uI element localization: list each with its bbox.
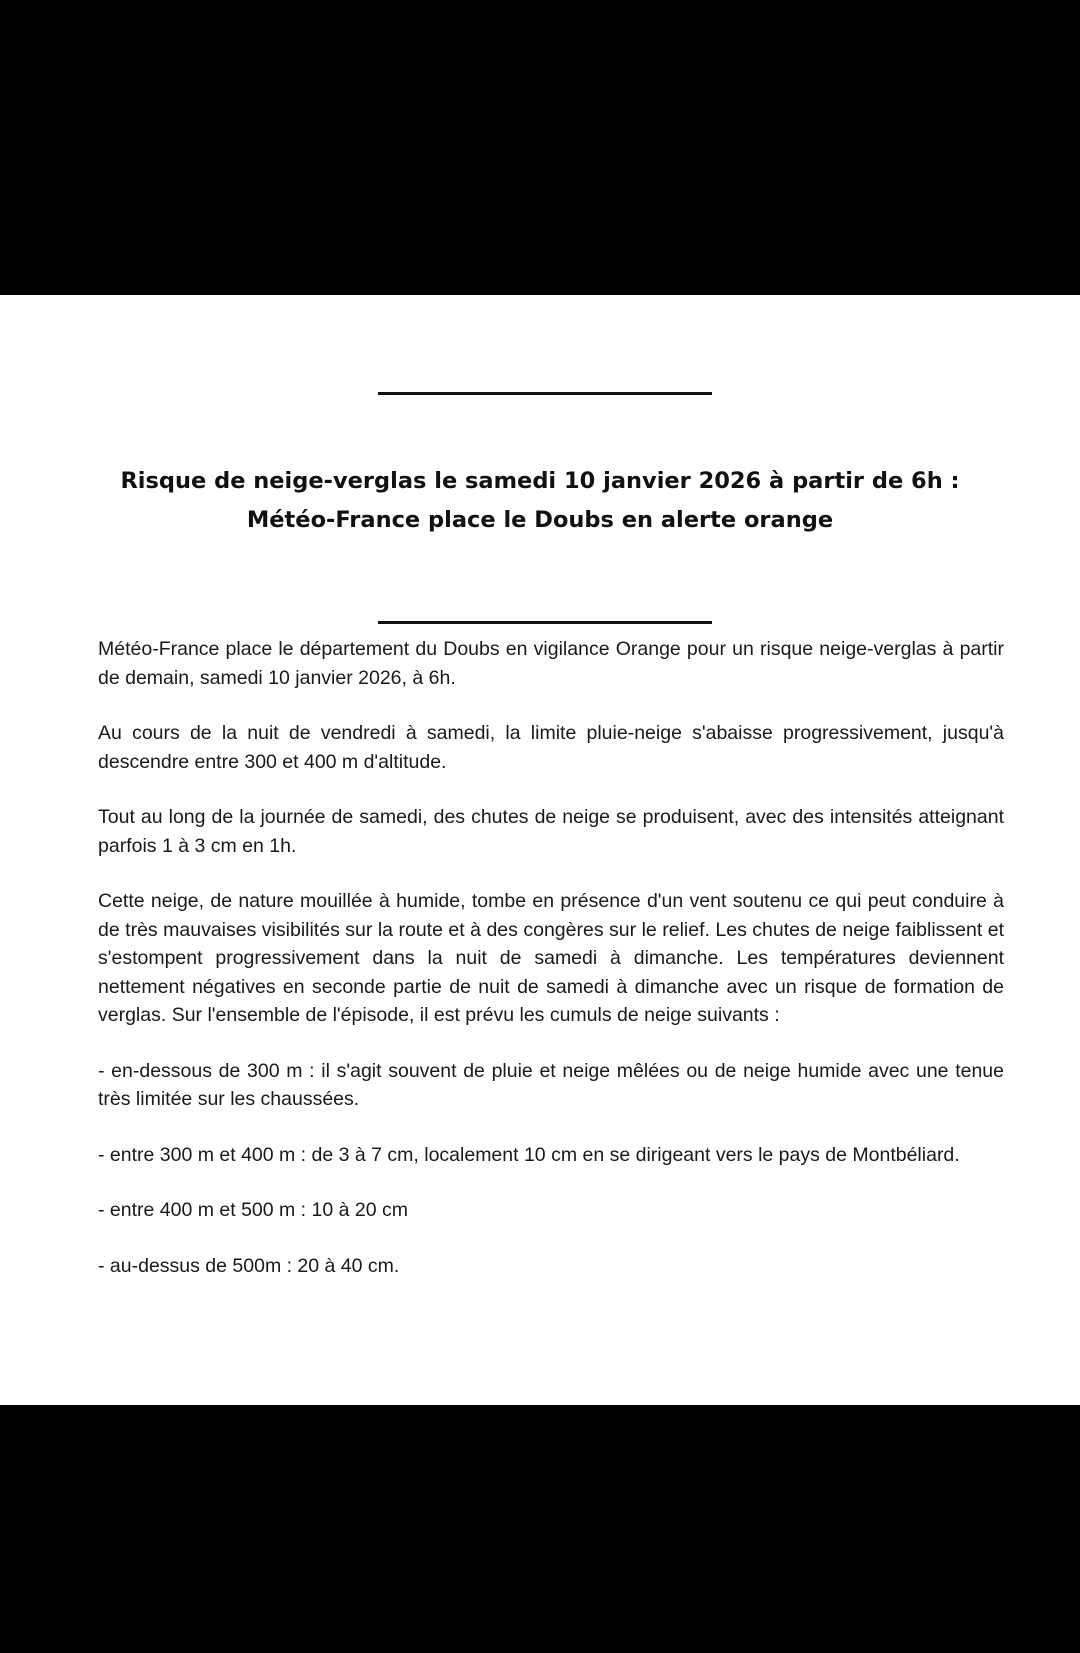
top-divider [378, 392, 712, 395]
list-item: - au-dessus de 500m : 20 à 40 cm. [98, 1254, 400, 1277]
bottom-divider [378, 621, 712, 624]
list-item: - entre 400 m et 500 m : 10 à 20 cm [98, 1199, 408, 1221]
paragraph-intro: Météo-France place le département du Doubs en vigilance Orange pour un risque neige-verglas à partir de demain, samedi 10 janvier 2026, à 6h. [98, 638, 1004, 689]
title-line-1: Risque de neige-verglas le samedi 10 janvier 2026 à partir de 6h : [120, 468, 960, 494]
paragraph-conditions: Cette neige, de nature mouillée à humide, tombe en présence d'un vent soutenu ce qui peut conduire à de très mauvaises visibilités sur la route et à des congères sur le relief. Les chutes de neige faiblissent et s'estompent progressivement dans la nuit de samedi à dimanche. Les températures deviennent nettement négatives en seconde partie de nuit de samedi à dimanche avec un risque de formation de verglas. Sur l'ensemble de l'épisode, il est prévu les cumuls de neige suivants : [98, 890, 1004, 1026]
list-item: - en-dessous de 300 m : il s'agit souvent de pluie et neige mêlées ou de neige humide avec une tenue très limitée sur les chaussées. [98, 1059, 1004, 1110]
paragraph-snowfall: Tout au long de la journée de samedi, des chutes de neige se produisent, avec des intensités atteignant parfois 1 à 3 cm en 1h. [98, 806, 1004, 857]
article-body [98, 635, 1004, 1280]
list-item: - entre 300 m et 400 m : de 3 à 7 cm, localement 10 cm en se dirigeant vers le pays de Montbéliard. [98, 1143, 960, 1166]
title-line-2: Météo-France place le Doubs en alerte orange [246, 507, 834, 533]
paragraph-rain-snow-limit: Au cours de la nuit de vendredi à samedi, la limite pluie-neige s'abaisse progressivement, jusqu'à descendre entre 300 et 400 m d'altitude. [98, 722, 1004, 773]
press-release-page [0, 295, 1080, 1405]
page-title [60, 462, 1020, 540]
